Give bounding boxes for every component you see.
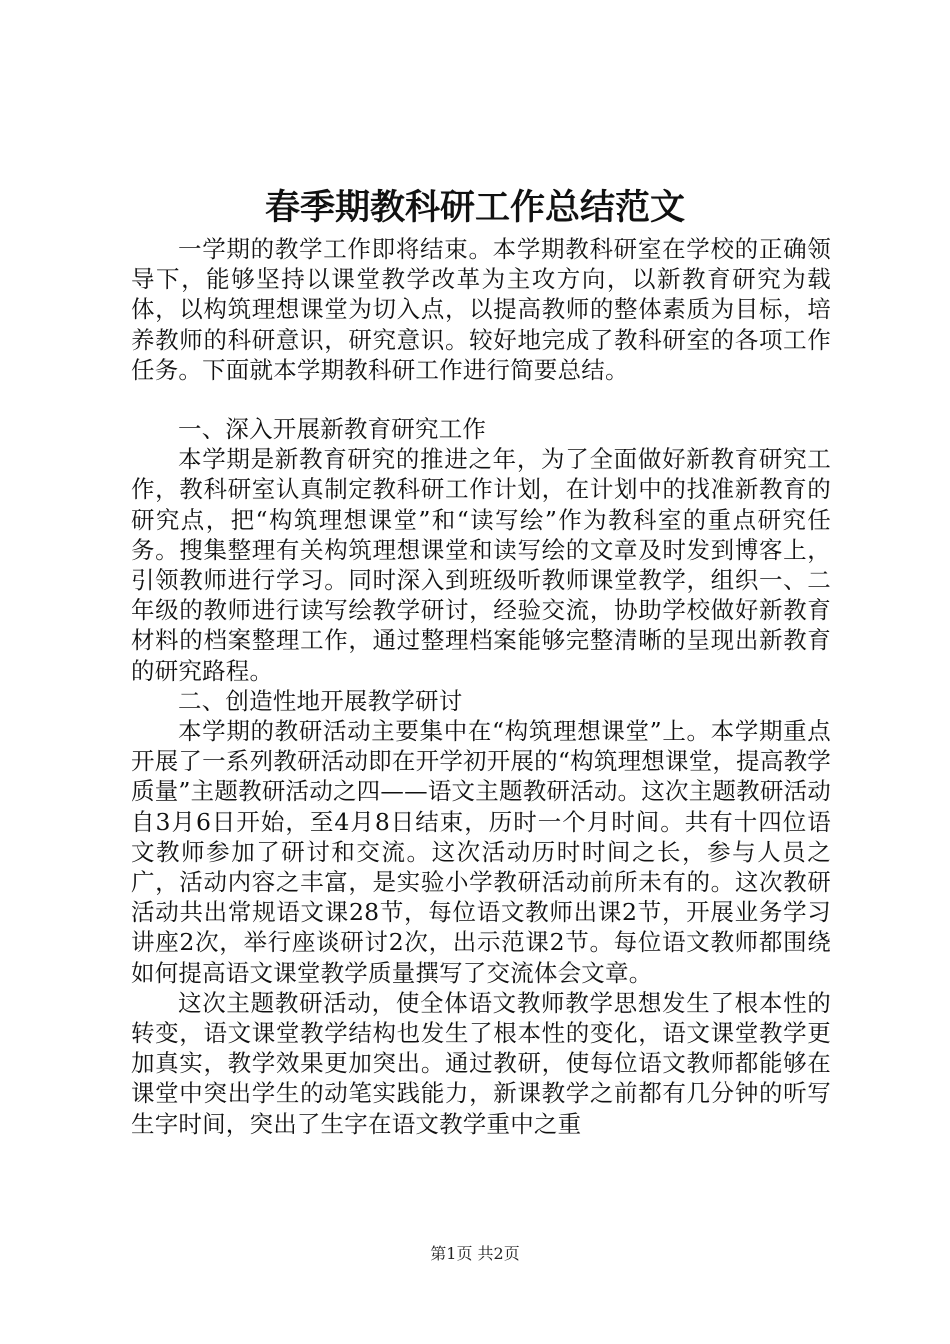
document-body (131, 234, 831, 1139)
section-heading-1: 一、深入开展新教育研究工作 (178, 415, 487, 444)
intro-paragraph: 一学期的教学工作即将结束。本学期教科研室在学校的正确领导下，能够坚持以课堂教学改革为主攻方向，以新教育研究为载体，以构筑理想课堂为切入点，以提高教师的整体素质为目标，培养教师的科研意识，研究意识。较好地完成了教科研室的各项工作任务。下面就本学期教科研工作进行简要总结。 (131, 235, 831, 384)
section-2-paragraph-2: 这次主题教研活动，使全体语文教师教学思想发生了根本性的转变，语文课堂教学结构也发生了根本性的变化，语文课堂教学更加真实，教学效果更加突出。通过教研，使每位语文教师都能够在课堂中突出学生的动笔实践能力，新课教学之前都有几分钟的听写生字时间，突出了生字在语文教学重中之重 (131, 988, 831, 1138)
section-1-paragraph: 本学期是新教育研究的推进之年，为了全面做好新教育研究工作，教科研室认真制定教科研工作计划，在计划中的找准新教育的研究点，把“构筑理想课堂”和“读写绘”作为教科室的重点研究任务。搜集整理有关构筑理想课堂和读写绘的文章及时发到博客上，引领教师进行学习。同时深入到班级听教师课堂教学，组织一、二年级的教师进行读写绘教学研讨，经验交流，协助学校做好新教育材料的档案整理工作，通过整理档案能够完整清晰的呈现出新教育的研究路程。 (131, 445, 831, 685)
section-heading-2: 二、创造性地开展教学研讨 (178, 686, 463, 715)
page-number-footer: 第1页 共2页 (430, 1244, 520, 1263)
document-title: 春季期教科研工作总结范文 (264, 187, 685, 228)
section-2-paragraph-1: 本学期的教研活动主要集中在“构筑理想课堂”上。本学期重点开展了一系列教研活动即在开学初开展的“构筑理想课堂，提高教学质量”主题教研活动之四——语文主题教研活动。这次主题教研活动自3月6日开始，至4月8日结束，历时一个月时间。共有十四位语文教师参加了研讨和交流。这次活动历时时间之长，参与人员之广，活动内容之丰富，是实验小学教研活动前所未有的。这次教研活动共出常规语文课28节，每位语文教师出课2节，开展业务学习讲座2次，举行座谈研讨2次，出示范课2节。每位语文教师都围绕如何提高语文课堂教学质量撰写了交流体会文章。 (131, 717, 831, 987)
